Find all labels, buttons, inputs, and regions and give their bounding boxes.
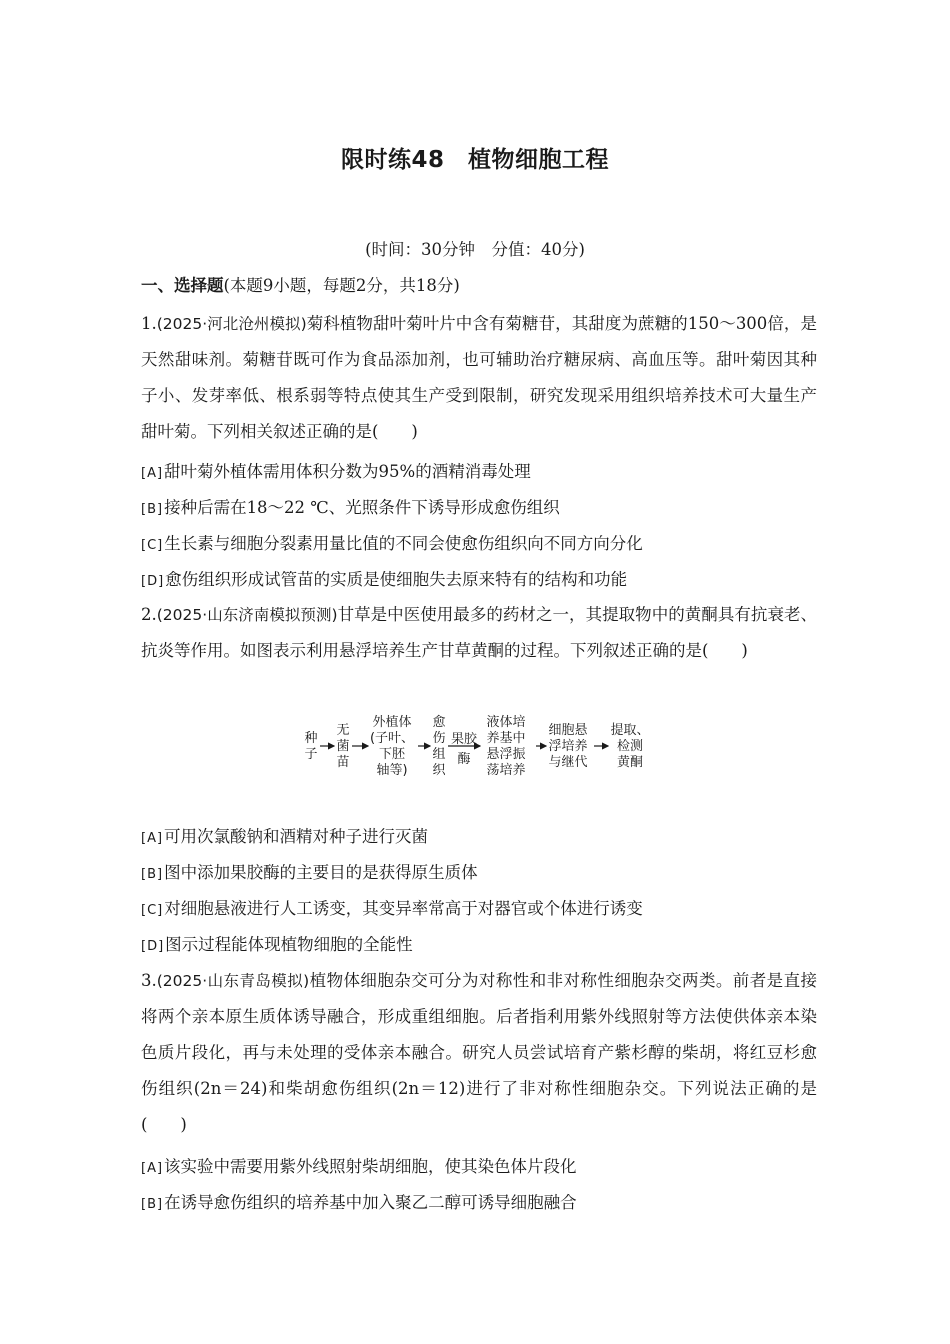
question-2 (141, 597, 817, 669)
diagram-node-text: 菌 (336, 739, 350, 754)
diagram-node-text: 提取、 (610, 723, 650, 738)
option-text: 图示过程能体现植物细胞的全能性 (165, 935, 413, 954)
section-note: (本题9小题，每题2分，共18分) (223, 276, 460, 295)
option-text: 对细胞悬液进行人工诱变，其变异率常高于对器官或个体进行诱变 (164, 899, 643, 918)
q2-option-c (141, 895, 643, 919)
question-stem: 甘草是中医使用最多的药材之一，其提取物中的黄酮具有抗衰老、抗炎等作用。如图表示利用悬浮培养生产甘草黄酮的过程。下列叙述正确的是( ) (141, 605, 818, 660)
question-source: (2025·河北沧州模拟) (156, 315, 307, 333)
option-label: [D] (141, 939, 165, 954)
diagram-node-text: 组 (432, 747, 446, 762)
option-text: 甜叶菊外植体需用体积分数为95%的酒精消毒处理 (164, 462, 531, 481)
option-label: [C] (141, 903, 164, 918)
option-label: [B] (141, 1197, 164, 1212)
diagram-node-text: 液体培 (486, 715, 526, 730)
option-label: [C] (141, 538, 164, 553)
enzyme-label: 果胶 (450, 732, 478, 747)
enzyme-label: 酶 (457, 752, 471, 767)
q1-option-b (141, 494, 560, 518)
option-label: [A] (141, 466, 164, 481)
diagram-node-text: 愈 (432, 715, 446, 730)
question-number: 1. (141, 314, 157, 333)
q1-option-a (141, 458, 531, 482)
question-3 (141, 963, 817, 1143)
diagram-node-text: 细胞悬 (548, 723, 588, 738)
question-source: (2025·山东济南模拟预测) (156, 606, 338, 624)
diagram-node-text: 下胚 (378, 747, 406, 762)
diagram-node-text: 外植体 (372, 715, 412, 730)
diagram-node-text: 浮培养 (548, 739, 588, 754)
q3-option-b (141, 1189, 577, 1213)
question-stem: 菊科植物甜叶菊叶片中含有菊糖苷，其甜度为蔗糖的150～300倍，是天然甜味剂。菊糖苷既可作为食品添加剂，也可辅助治疗糖尿病、高血压等。甜叶菊因其种子小、发芽率低、根系弱等特点使其生产受到限制，研究发现采用组织培养技术可大量生产甜叶菊。下列相关叙述正确的是( ) (141, 314, 817, 441)
section-title: 一、选择题 (141, 276, 224, 295)
diagram-node-text: 种 (304, 731, 318, 746)
section-heading (141, 272, 460, 296)
option-label: [A] (141, 1161, 164, 1176)
option-text: 愈伤组织形成试管苗的实质是使细胞失去原来特有的结构和功能 (165, 570, 628, 589)
diagram-node-text: 悬浮振 (486, 747, 526, 762)
question-1 (141, 306, 817, 450)
page-title: 限时练48 植物细胞工程 (340, 147, 609, 173)
q1-option-d (141, 566, 627, 590)
option-text: 接种后需在18～22 ℃、光照条件下诱导形成愈伤组织 (164, 498, 560, 517)
diagram-node-text: 织 (432, 763, 446, 778)
process-flow-diagram (300, 710, 660, 790)
option-text: 图中添加果胶酶的主要目的是获得原生质体 (164, 863, 478, 882)
option-text: 该实验中需要用紫外线照射柴胡细胞，使其染色体片段化 (164, 1157, 577, 1176)
diagram-node-text: (子叶、 (369, 731, 415, 746)
diagram-node-text: 子 (304, 747, 318, 762)
option-label: [D] (141, 574, 165, 589)
option-text: 生长素与细胞分裂素用量比值的不同会使愈伤组织向不同方向分化 (164, 534, 643, 553)
diagram-node-text: 荡培养 (486, 763, 526, 778)
question-stem: 植物体细胞杂交可分为对称性和非对称性细胞杂交两类。前者是直接将两个亲本原生质体诱导融合，形成重组细胞。后者指利用紫外线照射等方法使供体亲本染色质片段化，再与未处理的受体亲本融合。研究人员尝试培育产紫杉醇的柴胡，将红豆杉愈伤组织(2n＝24)和柴胡愈伤组织(2n＝12)进行了非对称性细胞杂交。下列说法正确的是( ) (141, 971, 818, 1134)
diagram-node-text: 轴等) (376, 763, 408, 778)
q2-option-a (141, 823, 428, 847)
question-number: 3. (141, 971, 157, 990)
diagram-node-text: 检测 (616, 739, 644, 754)
q2-option-b (141, 859, 478, 883)
option-text: 可用次氯酸钠和酒精对种子进行灭菌 (164, 827, 429, 846)
option-text: 在诱导愈伤组织的培养基中加入聚乙二醇可诱导细胞融合 (164, 1193, 577, 1212)
diagram-node-text: 与继代 (548, 755, 588, 770)
diagram-node-text: 养基中 (486, 731, 526, 746)
option-label: [B] (141, 867, 164, 882)
diagram-node-text: 黄酮 (616, 755, 644, 770)
q2-option-d (141, 931, 413, 955)
diagram-node-text: 伤 (432, 731, 446, 746)
diagram-node-text: 无 (336, 723, 350, 738)
option-label: [B] (141, 502, 164, 517)
diagram-node-text: 苗 (336, 755, 350, 770)
option-label: [A] (141, 831, 164, 846)
time-score-note: (时间：30分钟 分值：40分) (365, 240, 585, 259)
question-source: (2025·山东青岛模拟) (156, 972, 310, 990)
q1-option-c (141, 530, 643, 554)
question-number: 2. (141, 605, 157, 624)
q3-option-a (141, 1153, 577, 1177)
